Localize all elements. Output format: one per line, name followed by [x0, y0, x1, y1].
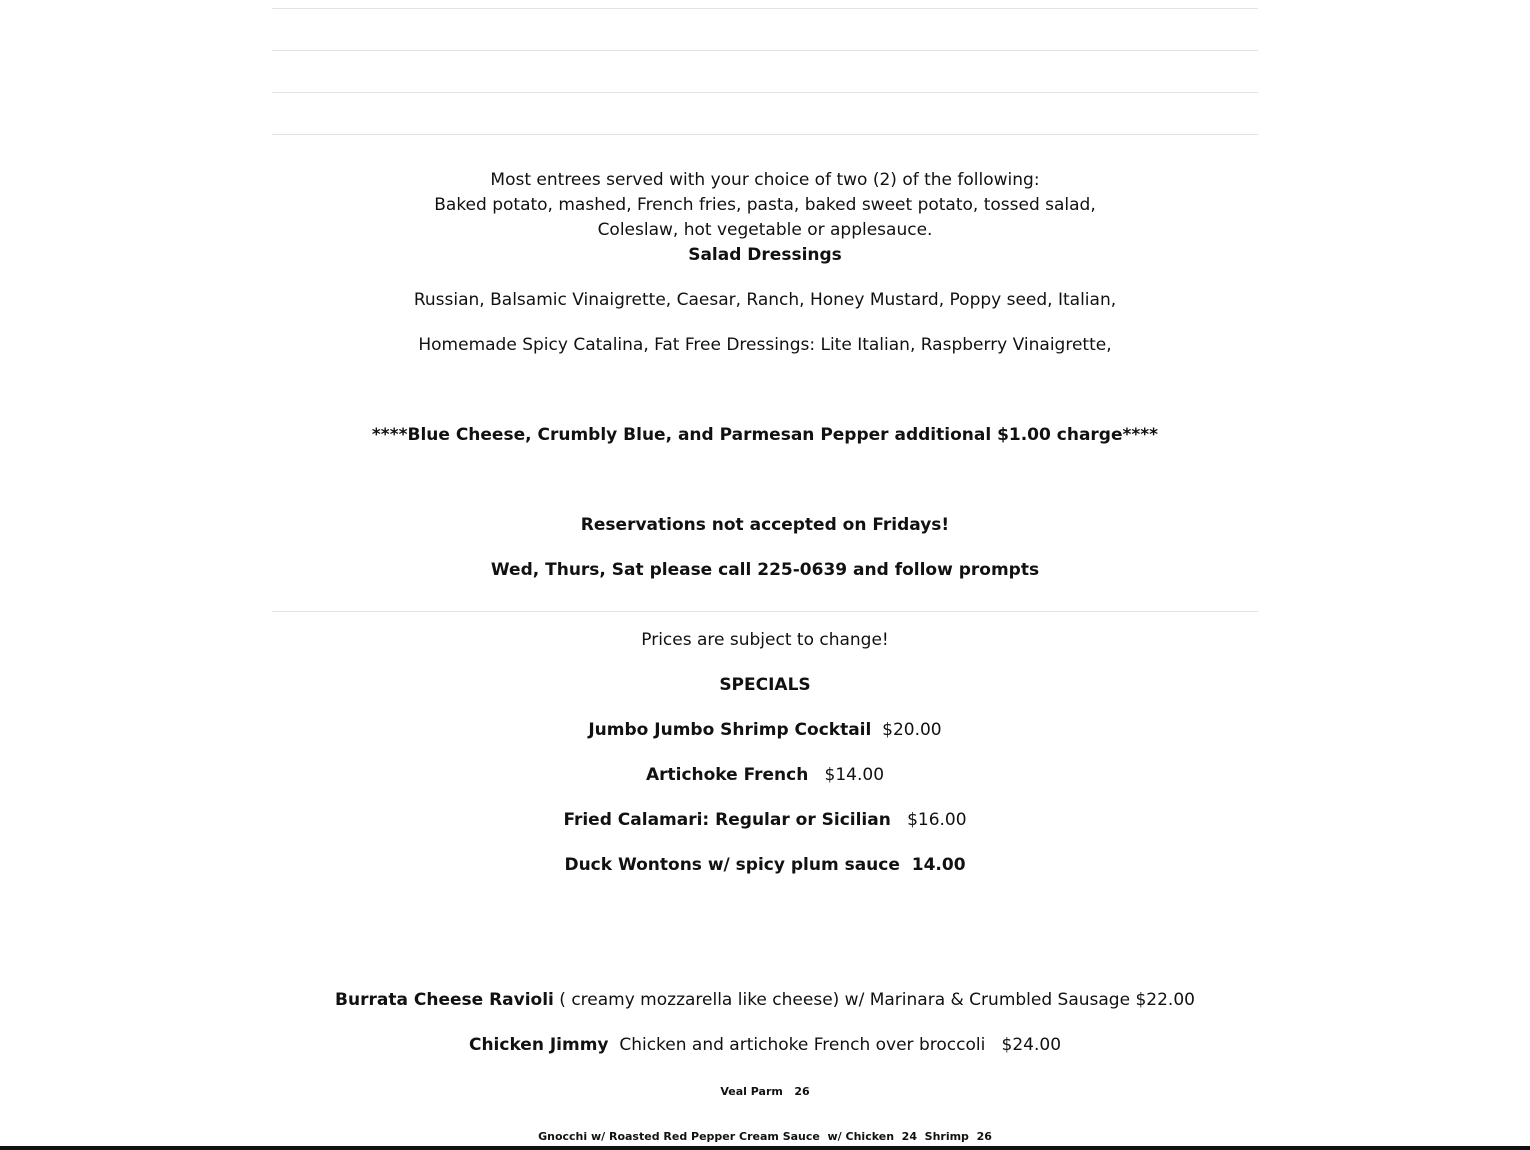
- special-item: [272, 809, 1258, 831]
- special-name: Artichoke French: [645, 765, 809, 785]
- divider: [272, 50, 1258, 51]
- special-name: Chicken Jimmy: [468, 1035, 609, 1055]
- special-desc: Chicken and artichoke French over broccoli: [619, 1035, 986, 1055]
- reservations-call: Wed, Thurs, Sat please call 225-0639 and follow prompts: [490, 560, 1040, 580]
- special-price: $20.00: [882, 720, 942, 740]
- sides-intro: Most entrees served with your choice of two (2) of the following:: [490, 170, 1040, 190]
- special-name: Jumbo Jumbo Shrimp Cocktail: [588, 720, 872, 740]
- special-name: Burrata Cheese Ravioli: [335, 990, 554, 1010]
- divider: [272, 92, 1258, 93]
- bottom-bar: [0, 1146, 1530, 1150]
- special-item: [272, 989, 1258, 1011]
- special-name: Fried Calamari: Regular or Sicilian: [563, 810, 891, 830]
- menu-content: [272, 0, 1258, 1150]
- special-item: [272, 764, 1258, 786]
- special-price: $22.00: [1135, 990, 1195, 1010]
- sides-list-2: Coleslaw, hot vegetable or applesauce.: [597, 220, 933, 240]
- special-price: $14.00: [824, 765, 885, 785]
- special-item: [272, 719, 1258, 741]
- special-price: $24.00: [1001, 1035, 1062, 1055]
- special-item-small: Veal Parm 26: [720, 1085, 810, 1098]
- dressings-list-1: Russian, Balsamic Vinaigrette, Caesar, Ranch, Honey Mustard, Poppy seed, Italian,: [413, 290, 1117, 310]
- specials-heading: SPECIALS: [719, 675, 811, 695]
- special-item-small: Gnocchi w/ Roasted Red Pepper Cream Sauce w/ Chicken 24 Shrimp 26: [538, 1130, 992, 1143]
- reservations-notice: Reservations not accepted on Fridays!: [580, 515, 950, 535]
- special-price: $16.00: [907, 810, 967, 830]
- divider: [272, 611, 1258, 612]
- divider: [272, 134, 1258, 135]
- special-item: [272, 1034, 1258, 1056]
- special-desc: ( creamy mozzarella like cheese) w/ Marinara & Crumbled Sausage: [559, 990, 1131, 1010]
- special-price: 14.00: [911, 855, 966, 875]
- divider: [272, 8, 1258, 9]
- prices-note: Prices are subject to change!: [641, 630, 889, 650]
- special-item: [272, 854, 1258, 876]
- dressings-list-2: Homemade Spicy Catalina, Fat Free Dressings: Lite Italian, Raspberry Vinaigrette,: [418, 335, 1112, 355]
- dressings-extra-charge: ****Blue Cheese, Crumbly Blue, and Parmesan Pepper additional $1.00 charge****: [371, 425, 1159, 445]
- dressings-heading: Salad Dressings: [688, 245, 842, 265]
- sides-list-1: Baked potato, mashed, French fries, pasta, baked sweet potato, tossed salad,: [434, 195, 1096, 215]
- special-name: Duck Wontons w/ spicy plum sauce: [564, 855, 900, 875]
